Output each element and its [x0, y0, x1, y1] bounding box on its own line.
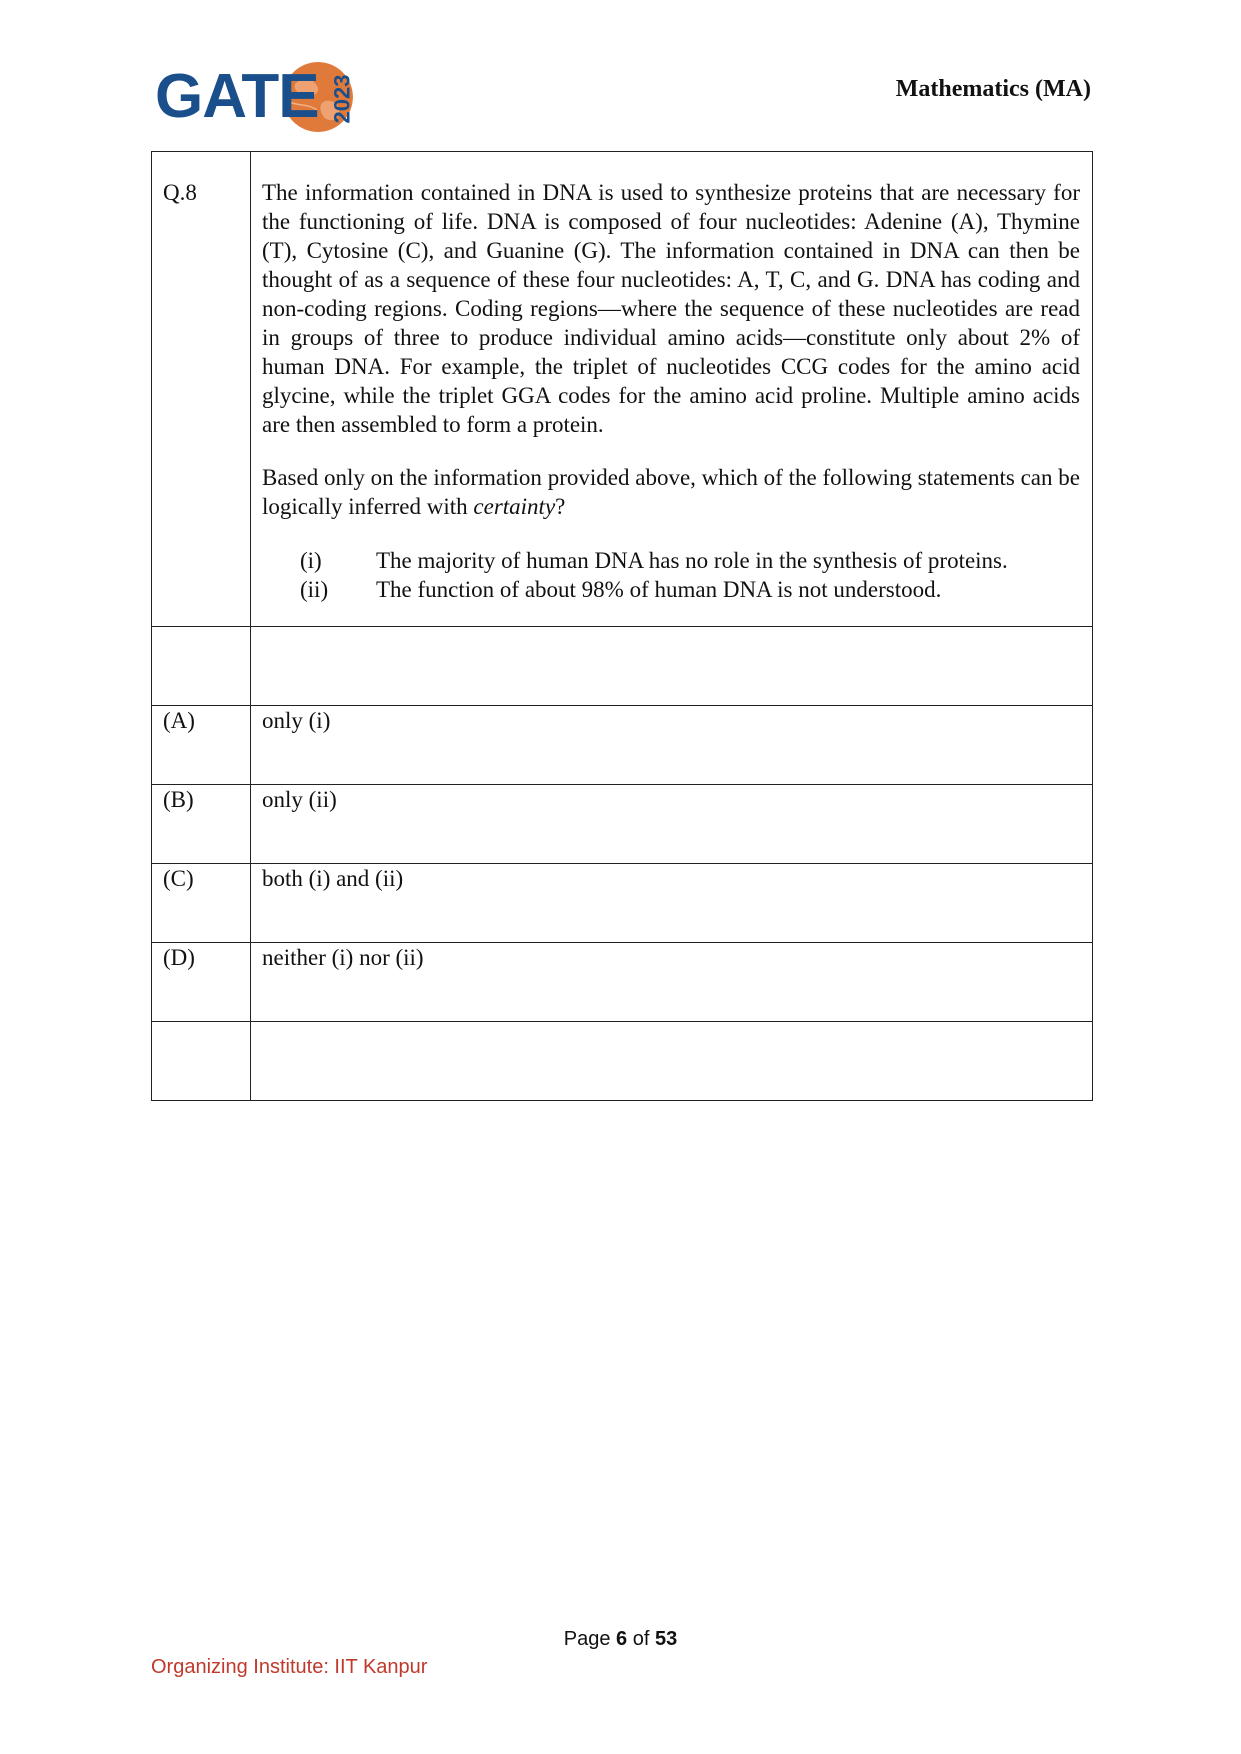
gate-logo	[155, 58, 360, 140]
blank-cell	[251, 627, 1093, 706]
option-text: only (i)	[251, 706, 1093, 785]
option-label: (B)	[152, 785, 251, 864]
statement-item	[300, 575, 1080, 604]
page-prefix: Page	[563, 1628, 617, 1650]
blank-row	[152, 627, 1093, 706]
option-label: (C)	[152, 864, 251, 943]
statement-list	[262, 546, 1080, 604]
option-row-a[interactable]	[152, 706, 1093, 785]
option-text: both (i) and (ii)	[251, 864, 1093, 943]
question-table	[151, 151, 1093, 1101]
option-label: (A)	[152, 706, 251, 785]
question-prompt	[262, 463, 1080, 521]
option-label: (D)	[152, 943, 251, 1022]
prompt-after: ?	[555, 494, 566, 519]
question-passage: The information contained in DNA is used to synthesize proteins that are necessary for the functioning of life. DNA is composed of four nucleotides: Adenine (A), Thymine (T), Cytosine (C), and Guanine (G). The information contained in DNA can then be thought of as a sequence of these four nucleotides: A, T, C, and G. DNA has coding and non-coding regions. Coding regions—where the sequence of these nucleotides are read in groups of three to produce individual amino acids—constitute only about 2% of human DNA. For example, the triplet of nucleotides CCG codes for the amino acid glycine, while the triplet GGA codes for the amino acid proline. Multiple amino acids are then assembled to form a protein.	[262, 180, 1080, 437]
question-row	[152, 152, 1093, 627]
logo-wordmark: GATE	[155, 62, 319, 131]
page-current: 6	[616, 1628, 628, 1650]
blank-row	[152, 1022, 1093, 1101]
question-body	[251, 152, 1093, 627]
organizer-footer: Organizing Institute: IIT Kanpur	[151, 1656, 428, 1678]
prompt-before: Based only on the information provided above, which of the following statements can be logically inferred with	[262, 465, 1080, 519]
statement-number: (ii)	[300, 577, 329, 602]
option-row-d[interactable]	[152, 943, 1093, 1022]
statement-text: The majority of human DNA has no role in the synthesis of proteins.	[376, 548, 1008, 573]
blank-cell	[251, 1022, 1093, 1101]
prompt-emphasis: certainty	[473, 494, 556, 519]
option-row-b[interactable]	[152, 785, 1093, 864]
statement-text: The function of about 98% of human DNA is not understood.	[376, 577, 942, 602]
logo-year-text: 2023	[329, 74, 355, 124]
statement-item	[300, 546, 1080, 575]
option-text: only (ii)	[251, 785, 1093, 864]
logo-year	[325, 64, 359, 134]
statement-number: (i)	[300, 548, 322, 573]
subject-title: Mathematics (MA)	[895, 76, 1091, 102]
page-total: 53	[654, 1628, 678, 1650]
option-text: neither (i) nor (ii)	[251, 943, 1093, 1022]
option-row-c[interactable]	[152, 864, 1093, 943]
page-number	[0, 1628, 1241, 1651]
page-middle: of	[627, 1628, 655, 1650]
blank-cell	[152, 627, 251, 706]
blank-cell	[152, 1022, 251, 1101]
question-number: Q.8	[152, 152, 251, 627]
